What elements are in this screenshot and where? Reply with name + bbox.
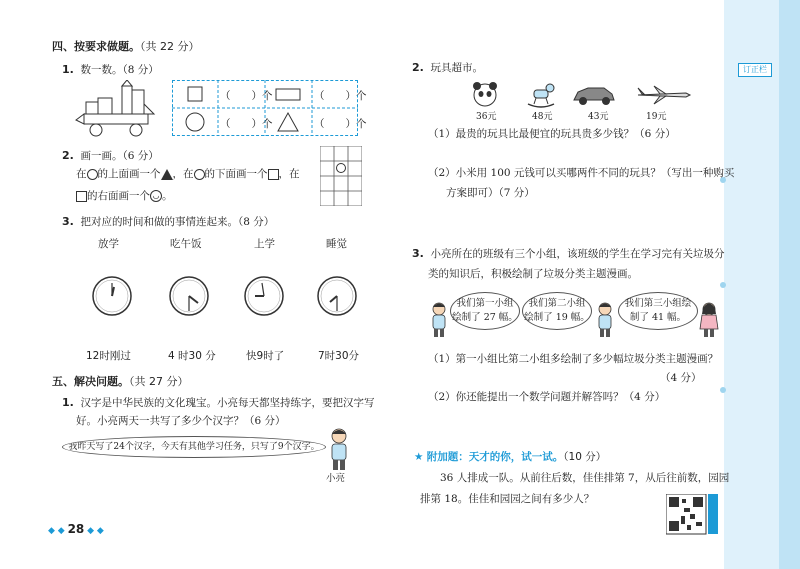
q1-count-prompt bbox=[62, 62, 159, 77]
group-bubble-line: 我们第二小组 bbox=[528, 298, 586, 309]
apple-icon bbox=[194, 169, 205, 180]
binding-dot bbox=[720, 282, 726, 288]
q1-text: 数一数。（8 分） bbox=[80, 64, 159, 76]
r-q3-sub2: （2）你还能提出一个数学问题并解答吗？（4 分） bbox=[428, 391, 666, 403]
q3-match-prompt bbox=[62, 214, 274, 229]
r-q2-sub2-line1: （2）小米用 100 元钱可以买哪两件不同的玩具？（写出一种购买 bbox=[428, 167, 735, 179]
page-number-area: ◆ ◆ 28 ◆ ◆ bbox=[48, 522, 104, 536]
time-label: 7时30分 bbox=[318, 350, 360, 362]
time-label: 快9时了 bbox=[246, 350, 285, 362]
person-name: 小亮 bbox=[326, 473, 346, 484]
square-shape bbox=[188, 87, 202, 101]
section4-title bbox=[52, 38, 200, 54]
clock-face bbox=[91, 275, 133, 317]
count-cell: （ ）个 bbox=[220, 90, 273, 102]
activity-label: 上学 bbox=[254, 238, 275, 250]
toy-car-icon bbox=[572, 84, 616, 106]
draw-grid bbox=[320, 146, 362, 206]
r-q2-title bbox=[412, 60, 483, 75]
clock-face bbox=[168, 275, 210, 317]
toy-plane-icon bbox=[636, 84, 692, 106]
speech-bubble bbox=[62, 436, 326, 458]
r-q3-number: 3. bbox=[412, 247, 424, 260]
r-q2-sub2-line2: 方案即可）（7 分） bbox=[446, 187, 535, 199]
r-q2-number: 2. bbox=[412, 61, 424, 74]
s5-q1-number: 1. bbox=[62, 396, 74, 409]
child-figure bbox=[698, 302, 720, 338]
count-cell: （ ）个 bbox=[314, 90, 367, 102]
q2-line2-part: 的右面画一个 bbox=[87, 190, 150, 202]
section5-points: （共 27 分） bbox=[129, 375, 189, 388]
clock-face bbox=[243, 275, 285, 317]
price-label: 36元 bbox=[476, 112, 497, 122]
r-q3-sub1: （1）第一小组比第二小组多绘制了多少幅垃圾分类主题漫画？ bbox=[428, 353, 719, 365]
q2-line1-part: 在 bbox=[76, 168, 87, 180]
s5-q1-text: 汉字是中华民族的文化瑰宝。小亮每天都坚持练字，要把汉字写 bbox=[80, 397, 375, 409]
star-icon: ★ bbox=[414, 451, 424, 463]
section5-title-text: 五、解决问题。 bbox=[52, 375, 129, 388]
activity-label: 睡觉 bbox=[326, 238, 347, 250]
square-icon bbox=[76, 191, 87, 202]
q2-line1-part: ，在 bbox=[172, 168, 194, 180]
bonus-points: （10 分） bbox=[563, 451, 607, 463]
q3-number: 3. bbox=[62, 215, 74, 228]
q2-line1-part: ，在 bbox=[278, 168, 300, 180]
correction-tag-label: 订正栏 bbox=[743, 65, 767, 74]
apple-icon bbox=[87, 169, 98, 180]
block-truck-figure bbox=[74, 80, 164, 138]
q2-line2 bbox=[76, 188, 173, 203]
activity-label: 吃午饭 bbox=[170, 238, 202, 250]
price-label: 19元 bbox=[646, 112, 667, 122]
section4-title-text: 四、按要求做题。 bbox=[52, 40, 140, 53]
s5-q1-line2: 好。小亮两天一共写了多少个汉字？（6 分） bbox=[76, 415, 286, 427]
triangle-shape bbox=[278, 113, 298, 131]
q2-line2-part: 。 bbox=[162, 190, 173, 202]
group-bubble-line: 制了 41 幅。 bbox=[629, 312, 687, 323]
correction-tag bbox=[738, 63, 772, 77]
smiley-icon: ◡ bbox=[150, 190, 162, 202]
speech-bubble-text: 我昨天写了24个汉字，今天有其他学习任务，只写了9个汉字。 bbox=[68, 442, 320, 452]
group-bubble-line: 我们第一小组 bbox=[456, 298, 514, 309]
q2-line1 bbox=[76, 166, 300, 181]
rocking-horse-icon bbox=[524, 80, 558, 108]
count-cell: （ ）个 bbox=[220, 118, 273, 130]
triangle-icon bbox=[161, 169, 173, 180]
count-cell: （ ）个 bbox=[314, 118, 367, 130]
child-figure bbox=[428, 302, 450, 338]
group-bubble bbox=[618, 292, 698, 330]
section5-title bbox=[52, 373, 189, 389]
section4-points: （共 22 分） bbox=[140, 40, 200, 53]
r-q3-line2: 类的知识后，积极绘制了垃圾分类主题漫画。 bbox=[428, 268, 638, 280]
r-q2-title-text: 玩具超市。 bbox=[430, 62, 484, 74]
rectangle-shape bbox=[276, 89, 300, 100]
child-figure bbox=[594, 302, 616, 338]
q2-text: 画一画。（6 分） bbox=[80, 150, 159, 162]
group-bubble-line: 我们第三小组绘 bbox=[624, 298, 692, 309]
group-bubble bbox=[450, 292, 520, 330]
group-bubble bbox=[522, 292, 592, 330]
q1-number: 1. bbox=[62, 63, 74, 76]
q3-text: 把对应的时间和做的事情连起来。（8 分） bbox=[80, 216, 275, 228]
binding-dot bbox=[720, 387, 726, 393]
r-q3-sub1-points: （4 分） bbox=[660, 372, 702, 384]
qr-code-icon bbox=[666, 494, 718, 538]
s5-q1-line1 bbox=[62, 395, 375, 410]
time-label: 12时刚过 bbox=[86, 350, 131, 362]
price-label: 43元 bbox=[588, 112, 609, 122]
q2-line1-part: 的下面画一个 bbox=[204, 168, 268, 180]
q2-draw-prompt bbox=[62, 148, 159, 163]
page-edge-strip bbox=[779, 0, 800, 569]
bonus-heading bbox=[414, 449, 606, 464]
square-icon bbox=[268, 169, 279, 180]
panda-toy-icon bbox=[470, 80, 500, 108]
bonus-line1: 36 人排成一队。从前往后数，佳佳排第 7，从后往前数，园园 bbox=[440, 472, 730, 484]
activity-label: 放学 bbox=[98, 238, 119, 250]
apple-icon bbox=[337, 164, 346, 173]
page-number: 28 bbox=[67, 522, 85, 536]
q2-line1-part: 的上面画一个 bbox=[97, 168, 161, 180]
price-label: 48元 bbox=[532, 112, 553, 122]
r-q2-sub1: （1）最贵的玩具比最便宜的玩具贵多少钱？（6 分） bbox=[428, 128, 676, 140]
bonus-line2: 排第 18。佳佳和园园之间有多少人？ bbox=[420, 493, 595, 505]
time-label: 4 时30 分 bbox=[168, 350, 216, 362]
group-bubble-line: 绘制了 19 幅。 bbox=[524, 312, 590, 323]
boy-figure bbox=[326, 428, 352, 472]
bonus-title: 附加题：天才的你，试一试。 bbox=[426, 451, 564, 463]
group-bubble-line: 绘制了 27 幅。 bbox=[452, 312, 518, 323]
r-q3-text: 小亮所在的班级有三个小组，该班级的学生在学习完有关垃圾分 bbox=[430, 248, 725, 260]
q2-number: 2. bbox=[62, 149, 74, 162]
r-q3-line1 bbox=[412, 246, 725, 261]
clock-face bbox=[316, 275, 358, 317]
circle-shape bbox=[186, 113, 204, 131]
